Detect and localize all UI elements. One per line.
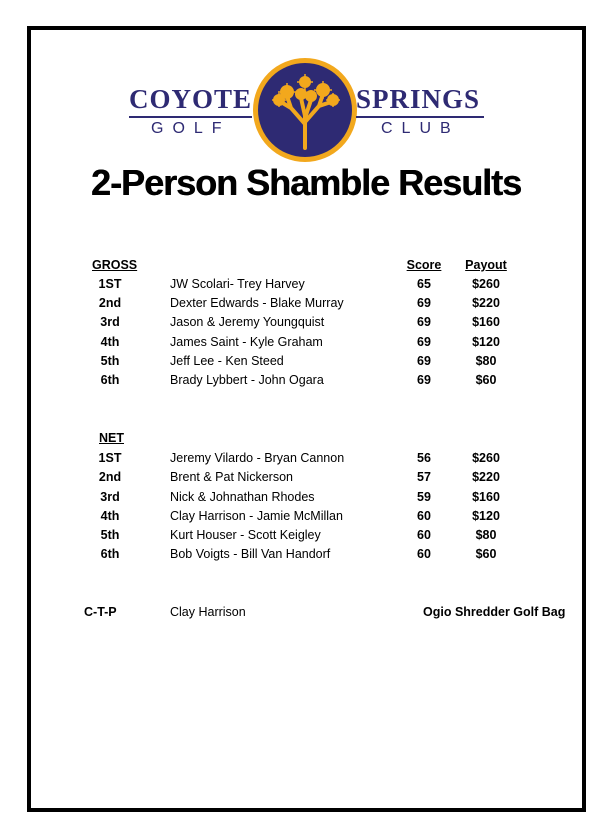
place-cell: 3rd [100, 490, 120, 504]
team-cell: Brady Lybbert - John Ogara [170, 373, 324, 387]
score-cell: 69 [417, 315, 431, 329]
payout-cell: $260 [472, 277, 500, 291]
place-cell: 1ST [98, 451, 122, 465]
logo-word-club: CLUB [381, 120, 460, 137]
team-cell: James Saint - Kyle Graham [170, 335, 323, 349]
ctp-label: C-T-P [84, 605, 117, 619]
payout-cell: $220 [472, 296, 500, 310]
score-cell: 60 [417, 509, 431, 523]
payout-cell: $120 [472, 335, 500, 349]
score-cell: 56 [417, 451, 431, 465]
page-title: 2-Person Shamble Results [90, 162, 522, 203]
payout-cell: $160 [472, 490, 500, 504]
score-cell: 69 [417, 335, 431, 349]
place-cell: 6th [100, 373, 120, 387]
score-cell: 65 [417, 277, 431, 291]
logo-rule-left [129, 116, 252, 118]
place-cell: 1ST [98, 277, 122, 291]
logo-word-coyote: COYOTE [129, 84, 253, 114]
logo-rule-right [356, 116, 484, 118]
place-cell: 3rd [100, 315, 120, 329]
place-cell: 5th [100, 528, 120, 542]
score-cell: 59 [417, 490, 431, 504]
score-column-header: Score [406, 258, 442, 272]
payout-cell: $80 [475, 354, 497, 368]
place-cell: 4th [100, 509, 120, 523]
score-cell: 69 [417, 373, 431, 387]
logo-word-springs: SPRINGS [356, 84, 481, 114]
score-cell: 69 [417, 296, 431, 310]
team-cell: Kurt Houser - Scott Keigley [170, 528, 321, 542]
score-cell: 60 [417, 547, 431, 561]
ctp-winner: Clay Harrison [170, 605, 246, 619]
place-cell: 4th [100, 335, 120, 349]
place-cell: 5th [100, 354, 120, 368]
payout-cell: $220 [472, 470, 500, 484]
payout-cell: $60 [475, 547, 497, 561]
team-cell: Nick & Johnathan Rhodes [170, 490, 315, 504]
ctp-prize: Ogio Shredder Golf Bag [423, 605, 566, 619]
club-logo [100, 30, 490, 140]
score-cell: 60 [417, 528, 431, 542]
payout-cell: $80 [475, 528, 497, 542]
team-cell: Jason & Jeremy Youngquist [170, 315, 325, 329]
logo-word-golf: GOLF [151, 120, 231, 137]
payout-cell: $120 [472, 509, 500, 523]
team-cell: Clay Harrison - Jamie McMillan [170, 509, 343, 523]
payout-column-header: Payout [465, 258, 507, 272]
payout-cell: $160 [472, 315, 500, 329]
team-cell: Bob Voigts - Bill Van Handorf [170, 547, 331, 561]
payout-cell: $260 [472, 451, 500, 465]
place-cell: 2nd [98, 296, 122, 310]
score-cell: 69 [417, 354, 431, 368]
score-cell: 57 [417, 470, 431, 484]
joshua-tree-icon [251, 56, 359, 164]
team-cell: Brent & Pat Nickerson [170, 470, 293, 484]
payout-cell: $60 [475, 373, 497, 387]
place-cell: 2nd [98, 470, 122, 484]
team-cell: JW Scolari- Trey Harvey [170, 277, 305, 291]
team-cell: Jeremy Vilardo - Bryan Cannon [170, 451, 345, 465]
place-cell: 6th [100, 547, 120, 561]
net-heading: NET [99, 431, 124, 445]
team-cell: Dexter Edwards - Blake Murray [170, 296, 344, 310]
team-cell: Jeff Lee - Ken Steed [170, 354, 284, 368]
gross-heading: GROSS [92, 258, 138, 272]
